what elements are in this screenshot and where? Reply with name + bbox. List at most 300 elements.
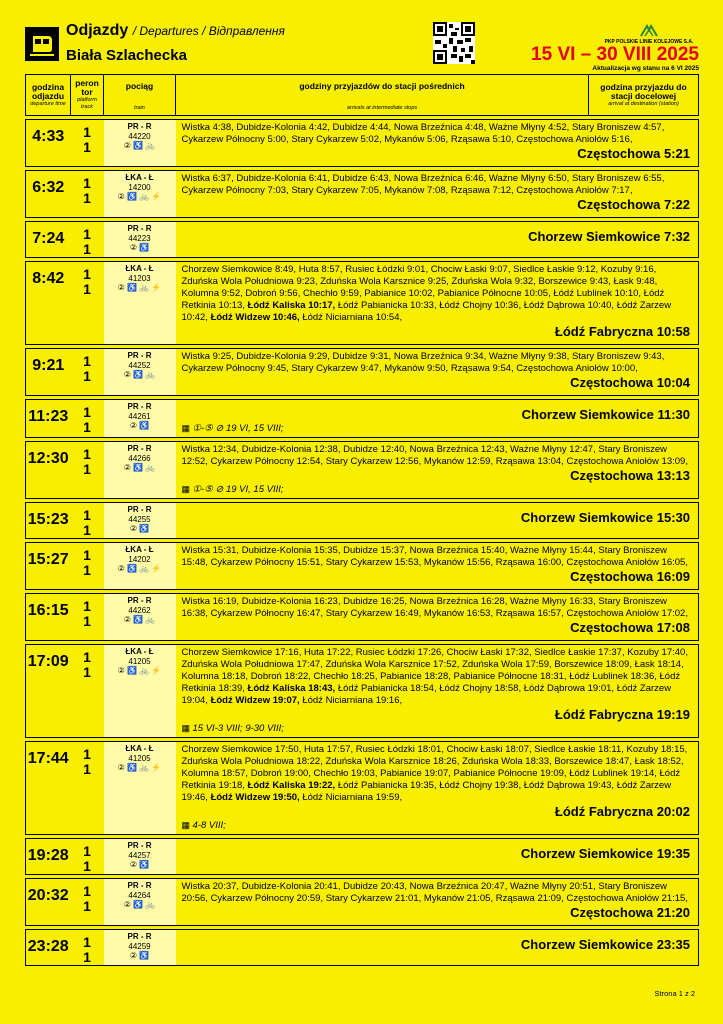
platform-track	[71, 594, 104, 641]
track-number: 1	[83, 898, 91, 914]
stops-cell	[176, 879, 699, 926]
intermediate-stops	[182, 351, 691, 375]
stop-entry: Stary Cykarzew 15:53,	[325, 557, 424, 568]
stop-entry: Dubidze 9:31,	[332, 351, 394, 362]
train-category: ŁKA - Ł	[125, 173, 154, 182]
destination: Częstochowa 10:04	[570, 375, 690, 390]
stop-entry: Kozuby 18:15,	[626, 744, 688, 755]
departure-time: 17:09	[26, 645, 71, 738]
track-number: 1	[83, 949, 91, 965]
service-icons: ② ♿	[129, 243, 150, 252]
train-info	[104, 742, 176, 835]
platform-number: 1	[83, 883, 91, 899]
service-icons: ② ♿ 🚲 ⚡	[117, 763, 162, 772]
stop-entry: Stary Broniszew 4:57,	[571, 122, 665, 133]
stops-cell	[176, 262, 699, 345]
stop-entry: Dobroń 9:56,	[245, 288, 303, 299]
platform-track	[71, 400, 104, 438]
stop-entry: Chorzew Siemkowice 17:50,	[181, 744, 304, 755]
train-info	[104, 930, 176, 966]
departure-time: 7:24	[26, 222, 71, 258]
departure-row	[26, 349, 699, 396]
departure-time: 8:42	[26, 262, 71, 345]
departure-row	[26, 543, 699, 590]
stops-cell	[176, 222, 699, 258]
stop-entry: Cykarzew Północny 9:45,	[181, 363, 292, 374]
departure-time: 20:32	[26, 879, 71, 926]
track-number: 1	[83, 419, 91, 435]
train-number: 44264	[128, 891, 151, 900]
header	[0, 0, 723, 74]
intermediate-stops	[182, 596, 691, 620]
departure-row	[26, 400, 699, 438]
platform-track	[71, 120, 104, 167]
train-logo-icon	[25, 27, 59, 61]
departure-time: 11:23	[26, 400, 71, 438]
stop-entry: Cykarzew Północny 12:54,	[210, 456, 326, 467]
stop-entry: Dubidze-Kolonia 20:41,	[241, 881, 344, 892]
destination: Łódź Fabryczna 10:58	[554, 324, 690, 339]
stop-entry: Zduńska Wola Południowa 9:23,	[181, 276, 321, 287]
stop-entry: Chociw Łaski 18:07,	[446, 744, 535, 755]
intermediate-stops	[182, 122, 691, 146]
stop-entry: Łódź Niciarniana 19:16,	[302, 695, 403, 706]
stop-entry: Rusiec Łódzki 17:26,	[355, 647, 447, 658]
service-note: ①-⑤ ⊘ 19 VI, 15 VIII;	[192, 484, 284, 495]
stop-entry: Częstochowa Aniołów 17:02,	[566, 608, 688, 619]
departure-time: 15:27	[26, 543, 71, 590]
platform-number: 1	[83, 843, 91, 859]
train-number: 44261	[128, 412, 151, 421]
stop-entry: Częstochowa Aniołów 10:00,	[516, 363, 638, 374]
stop-entry: Stary Broniszew 9:43,	[571, 351, 665, 362]
destination: Chorzew Siemkowice 7:32	[528, 229, 690, 244]
departure-row	[26, 930, 699, 966]
train-info	[104, 222, 176, 258]
departure-row	[26, 839, 699, 875]
train-info	[104, 503, 176, 539]
track-number: 1	[83, 522, 91, 538]
stop-entry: Zduńska Wola 17:59,	[462, 659, 555, 670]
platform-track	[71, 930, 104, 966]
stop-entry: Stary Cykarzew 9:47,	[291, 363, 385, 374]
stop-entry: Częstochowa Aniołów 7:17,	[516, 185, 633, 196]
destination: Chorzew Siemkowice 19:35	[520, 846, 690, 861]
departure-row	[26, 879, 699, 926]
service-icons: ② ♿ 🚲 ⚡	[117, 564, 162, 573]
stop-entry: Łódź Retkinia 10:13,	[181, 288, 665, 311]
train-info	[104, 879, 176, 926]
service-icons: ② ♿	[129, 951, 150, 960]
stop-entry: Dubidze 20:43,	[343, 881, 410, 892]
col-destination: godzina przyjazdu do stacji docelowej arrival at destination (station)	[589, 75, 699, 116]
stop-entry: Mykanów 15:56,	[423, 557, 496, 568]
platform-number: 1	[83, 266, 91, 282]
destination: Częstochowa 7:22	[577, 197, 690, 212]
platform-number: 1	[83, 175, 91, 191]
stop-entry: Cykarzew Północny 15:51,	[210, 557, 326, 568]
stop-entry: Chorzew Siemkowice 17:16,	[181, 647, 304, 658]
stop-entry: Nowa Brzeźnica 12:43,	[409, 444, 510, 455]
departure-time: 17:44	[26, 742, 71, 835]
stop-entry: Stary Cykarzew 5:02,	[291, 134, 385, 145]
stop-entry: Ważne Młyny 6:50,	[488, 173, 572, 184]
stop-entry: Dubidze 16:25,	[343, 596, 410, 607]
stops-cell	[176, 171, 699, 218]
stop-entry: Częstochowa Aniołów 21:15,	[566, 893, 688, 904]
stop-entry: Dubidze 6:43,	[332, 173, 394, 184]
stop-entry: Huta 8:57,	[298, 264, 346, 275]
train-category: PR - R	[127, 596, 152, 605]
stop-entry: Zduńska Wola 9:32,	[451, 276, 539, 287]
train-info	[104, 120, 176, 167]
stop-entry: Częstochowa Aniołów 5:16,	[516, 134, 633, 145]
stop-entry: Nowa Brzeźnica 16:28,	[409, 596, 510, 607]
stop-entry: Chechło 18:25,	[313, 671, 381, 682]
stop-entry: Kozuby 17:40,	[627, 647, 688, 658]
stop-entry: Łódź Kaliska 10:17,	[247, 300, 338, 311]
train-category: PR - R	[127, 402, 152, 411]
calendar-icon: ▦	[181, 484, 193, 494]
train-info	[104, 262, 176, 345]
platform-track	[71, 171, 104, 218]
train-info	[104, 839, 176, 875]
train-number: 44262	[128, 606, 151, 615]
train-number: 14200	[128, 183, 151, 192]
departure-row	[26, 222, 699, 258]
stop-entry: Łódź Dąbrowa 19:01,	[523, 683, 617, 694]
stop-entry: Łask 9:48,	[613, 276, 658, 287]
platform-number: 1	[83, 507, 91, 523]
stop-entry: Dubidze-Kolonia 9:29,	[236, 351, 333, 362]
stop-entry: Zduńska Wola 18:33,	[462, 756, 555, 767]
destination: Chorzew Siemkowice 23:35	[520, 937, 690, 952]
stop-entry: Mykanów 5:06,	[384, 134, 451, 145]
train-number: 44266	[128, 454, 151, 463]
train-number: 44259	[128, 942, 151, 951]
stop-entry: Zduńska Wola Karsznice 18:26,	[325, 756, 463, 767]
stop-entry: Ważne Młyny 9:38,	[488, 351, 572, 362]
stop-entry: Dubidze 12:40,	[343, 444, 410, 455]
stop-entry: Dubidze 15:37,	[343, 545, 410, 556]
stop-entry: Stary Cykarzew 7:05,	[291, 185, 385, 196]
stop-entry: Rząsawa 7:12,	[450, 185, 517, 196]
stop-entry: Chociw Łaski 9:07,	[430, 264, 514, 275]
train-category: PR - R	[127, 932, 152, 941]
stop-entry: Pabianice Północne 18:31,	[453, 671, 570, 682]
stop-entry: Łódź Chojny 18:58,	[439, 683, 524, 694]
stop-entry: Mykanów 16:53,	[423, 608, 496, 619]
stops-cell	[176, 442, 699, 499]
stop-entry: Stary Cykarzew 21:01,	[325, 893, 424, 904]
stop-entry: Dubidze-Kolonia 12:38,	[241, 444, 344, 455]
stop-entry: Pabianice Północne 10:05,	[437, 288, 554, 299]
destination: Częstochowa 17:08	[570, 620, 690, 635]
departure-row	[26, 645, 699, 738]
train-number: 44223	[128, 234, 151, 243]
stop-entry: Mykanów 12:59,	[423, 456, 496, 467]
stop-entry: Pabianice 18:28,	[380, 671, 454, 682]
stop-entry: Huta 17:22,	[304, 647, 356, 658]
stops-cell	[176, 120, 699, 167]
intermediate-stops	[182, 173, 691, 197]
stop-entry: Siedlce Łaskie 18:11,	[534, 744, 627, 755]
departure-row	[26, 171, 699, 218]
stop-entry: Borszewice 18:09,	[554, 659, 635, 670]
stop-entry: Siedlce Łaskie 9:12,	[513, 264, 601, 275]
stop-entry: Łódź Pabianicka 19:35,	[337, 780, 440, 791]
stop-entry: Rząsawa 16:57,	[495, 608, 567, 619]
departures-table	[25, 74, 699, 966]
train-category: PR - R	[127, 881, 152, 890]
destination: Chorzew Siemkowice 15:30	[520, 510, 690, 525]
stop-entry: Wistka 9:25,	[181, 351, 237, 362]
destination: Częstochowa 5:21	[577, 146, 690, 161]
train-category: PR - R	[127, 122, 152, 131]
stop-entry: Mykanów 21:05,	[423, 893, 496, 904]
stop-entry: Zduńska Wola Karsznice 9:25,	[320, 276, 452, 287]
train-info	[104, 543, 176, 590]
track-number: 1	[83, 281, 91, 297]
stop-entry: Kolumna 9:52,	[181, 288, 246, 299]
destination: Częstochowa 21:20	[570, 905, 690, 920]
platform-track	[71, 543, 104, 590]
stop-entry: Zduńska Wola Południowa 18:22,	[181, 756, 326, 767]
platform-track	[71, 222, 104, 258]
service-icons: ② ♿ 🚲	[123, 370, 156, 379]
stop-entry: Stary Broniszew 12:52,	[181, 444, 667, 467]
platform-number: 1	[83, 404, 91, 420]
train-info	[104, 442, 176, 499]
track-number: 1	[83, 190, 91, 206]
stop-entry: Dubidze-Kolonia 6:41,	[236, 173, 333, 184]
platform-number: 1	[83, 598, 91, 614]
qr-code-icon[interactable]	[433, 22, 475, 64]
stop-entry: Zduńska Wola Południowa 17:47,	[181, 659, 326, 670]
service-icons: ② ♿ 🚲	[123, 141, 156, 150]
stop-entry: Siedlce Łaskie 17:37,	[534, 647, 628, 658]
update-note: Aktualizacja wg stanu na 6 VI 2025	[592, 65, 699, 72]
stop-entry: Łask 18:14,	[634, 659, 684, 670]
stop-entry: Łódź Kaliska 19:22,	[247, 780, 338, 791]
stop-entry: Zduńska Wola Karsznice 17:52,	[325, 659, 463, 670]
stops-cell	[176, 400, 699, 438]
stop-entry: Cykarzew Północny 5:00,	[181, 134, 292, 145]
train-category: PR - R	[127, 444, 152, 453]
platform-track	[71, 262, 104, 345]
train-category: PR - R	[127, 224, 152, 233]
col-train: pociąg train	[104, 75, 176, 116]
track-number: 1	[83, 461, 91, 477]
stop-entry: Nowa Brzeźnica 15:40,	[409, 545, 510, 556]
track-number: 1	[83, 761, 91, 777]
stop-entry: Łódź Retkinia 18:39,	[181, 671, 681, 694]
stop-entry: Częstochowa Aniołów 16:05,	[566, 557, 688, 568]
stop-entry: Łódź Chojny 10:36,	[439, 300, 524, 311]
train-number: 14202	[128, 555, 151, 564]
destination: Łódź Fabryczna 19:19	[554, 707, 690, 722]
departure-time: 12:30	[26, 442, 71, 499]
stop-entry: Dubidze-Kolonia 16:23,	[241, 596, 344, 607]
stop-entry: Łódź Niciarniana 10:54,	[302, 312, 403, 323]
train-number: 44257	[128, 851, 151, 860]
stop-entry: Rząsawa 16:00,	[495, 557, 567, 568]
stops-cell	[176, 543, 699, 590]
stops-cell	[176, 930, 699, 966]
stop-entry: Stary Broniszew 16:38,	[181, 596, 667, 619]
page-number: Strona 1 z 2	[654, 989, 695, 998]
service-icons: ② ♿ 🚲 ⚡	[117, 283, 162, 292]
stop-entry: Cykarzew Północny 7:03,	[181, 185, 292, 196]
departure-row	[26, 262, 699, 345]
platform-track	[71, 879, 104, 926]
stops-cell	[176, 839, 699, 875]
stop-entry: Rząsawa 13:04,	[495, 456, 567, 467]
platform-track	[71, 349, 104, 396]
service-icons: ② ♿ 🚲	[123, 615, 156, 624]
stop-entry: Borszewice 18:47,	[554, 756, 635, 767]
stop-entry: Pabianice 10:02,	[364, 288, 438, 299]
departure-row	[26, 503, 699, 539]
platform-number: 1	[83, 446, 91, 462]
train-info	[104, 594, 176, 641]
platform-number: 1	[83, 124, 91, 140]
calendar-icon: ▦	[181, 423, 193, 433]
departure-time: 16:15	[26, 594, 71, 641]
stop-entry: Łódź Pabianicka 18:54,	[337, 683, 440, 694]
col-stops: godziny przyjazdów do stacji pośrednich arrivals at intermediate stops	[176, 75, 589, 116]
stop-entry: Łask 18:52,	[634, 756, 684, 767]
platform-number: 1	[83, 746, 91, 762]
stop-entry: Kolumna 18:57,	[181, 768, 251, 779]
stop-entry: Łódź Niciarniana 19:59,	[302, 792, 403, 803]
stop-entry: Łódź Lublinek 18:36,	[569, 671, 660, 682]
train-category: ŁKA - Ł	[125, 264, 154, 273]
stops-cell	[176, 594, 699, 641]
stop-entry: Wistka 4:38,	[181, 122, 237, 133]
train-number: 41205	[128, 754, 151, 763]
platform-track	[71, 839, 104, 875]
intermediate-stops	[182, 545, 691, 569]
stop-entry: Łódź Pabianicka 10:33,	[337, 300, 440, 311]
stop-entry: Stary Broniszew 6:55,	[571, 173, 665, 184]
stop-entry: Rząsawa 5:10,	[450, 134, 517, 145]
stops-cell	[176, 503, 699, 539]
stop-entry: Cykarzew Północny 20:59,	[210, 893, 326, 904]
stop-entry: Wistka 6:37,	[181, 173, 237, 184]
stop-entry: Nowa Brzeźnica 9:34,	[393, 351, 489, 362]
stop-entry: Łódź Widzew 10:46,	[210, 312, 303, 323]
platform-number: 1	[83, 649, 91, 665]
stop-entry: Stary Broniszew 20:56,	[181, 881, 667, 904]
stop-entry: Mykanów 7:08,	[384, 185, 451, 196]
departure-row	[26, 442, 699, 499]
train-category: ŁKA - Ł	[125, 545, 154, 554]
platform-number: 1	[83, 934, 91, 950]
track-number: 1	[83, 562, 91, 578]
service-icons: ② ♿ 🚲	[123, 900, 156, 909]
destination: Chorzew Siemkowice 11:30	[521, 407, 690, 422]
departure-row	[26, 594, 699, 641]
stop-entry: Rusiec Łódzki 9:01,	[345, 264, 431, 275]
stop-entry: Cykarzew Północny 16:47,	[210, 608, 326, 619]
operator-logo: PKP POLSKIE LINIE KOLEJOWE S.A.	[590, 24, 708, 45]
train-info	[104, 171, 176, 218]
destination: Częstochowa 13:13	[570, 468, 690, 483]
departure-time: 4:33	[26, 120, 71, 167]
stop-entry: Chorzew Siemkowice 8:49,	[181, 264, 299, 275]
train-info	[104, 400, 176, 438]
departure-time: 19:28	[26, 839, 71, 875]
stop-entry: Ważne Młyny 4:52,	[488, 122, 572, 133]
stop-entry: Łódź Zarzew 10:42,	[181, 300, 672, 323]
stop-entry: Łódź Widzew 19:50,	[210, 792, 303, 803]
stop-entry: Ważne Młyny 12:47,	[510, 444, 599, 455]
stop-entry: Rząsawa 9:54,	[450, 363, 517, 374]
col-platform: peron tor platform track	[71, 75, 104, 116]
stop-entry: Kolumna 18:18,	[181, 671, 251, 682]
pkp-logo-icon	[639, 24, 659, 38]
stop-entry: Mykanów 9:50,	[384, 363, 451, 374]
stop-entry: Dubidze-Kolonia 15:35,	[241, 545, 344, 556]
intermediate-stops	[182, 444, 691, 468]
stop-entry: Łódź Lublinek 19:14,	[569, 768, 660, 779]
col-departure: godzina odjazdu departure time	[26, 75, 71, 116]
platform-track	[71, 645, 104, 738]
track-number: 1	[83, 241, 91, 257]
stop-entry: Huta 17:57,	[304, 744, 356, 755]
stop-entry: Łódź Lublinek 10:10,	[553, 288, 644, 299]
train-category: PR - R	[127, 505, 152, 514]
train-info	[104, 645, 176, 738]
service-icons: ② ♿ 🚲	[123, 463, 156, 472]
stop-entry: Ważne Młyny 16:33,	[510, 596, 599, 607]
departure-row	[26, 742, 699, 835]
stop-entry: Chechło 9:59,	[302, 288, 365, 299]
train-category: PR - R	[127, 351, 152, 360]
destination: Częstochowa 16:09	[570, 569, 690, 584]
train-number: 41205	[128, 657, 151, 666]
departure-time: 23:28	[26, 930, 71, 966]
stop-entry: Łódź Retkinia 19:18,	[181, 768, 681, 791]
platform-track	[71, 742, 104, 835]
stop-entry: Dubidze 4:44,	[332, 122, 394, 133]
intermediate-stops	[182, 744, 691, 804]
stop-entry: Dobroń 19:00,	[250, 768, 314, 779]
stop-entry: Łódź Chojny 19:38,	[439, 780, 524, 791]
stop-entry: Chechło 19:03,	[313, 768, 381, 779]
stops-cell	[176, 645, 699, 738]
page-title: Odjazdy / Departures / Відправлення	[66, 22, 285, 39]
stop-entry: Ważne Młyny 15:44,	[510, 545, 599, 556]
track-number: 1	[83, 613, 91, 629]
stop-entry: Dubidze-Kolonia 4:42,	[236, 122, 333, 133]
stop-entry: Łódź Dąbrowa 10:40,	[523, 300, 617, 311]
intermediate-stops	[182, 647, 691, 707]
train-category: ŁKA - Ł	[125, 744, 154, 753]
intermediate-stops	[182, 881, 691, 905]
service-note: 15 VI-3 VIII; 9-30 VIII;	[192, 723, 284, 734]
stop-entry: Wistka 16:19,	[181, 596, 242, 607]
destination: Łódź Fabryczna 20:02	[554, 804, 690, 819]
departure-time: 15:23	[26, 503, 71, 539]
table-header	[26, 75, 699, 116]
track-number: 1	[83, 368, 91, 384]
stop-entry: Nowa Brzeźnica 4:48,	[393, 122, 489, 133]
stop-entry: Łódź Widzew 19:07,	[210, 695, 303, 706]
stop-entry: Stary Broniszew 15:48,	[181, 545, 667, 568]
train-category: ŁKA - Ł	[125, 647, 154, 656]
